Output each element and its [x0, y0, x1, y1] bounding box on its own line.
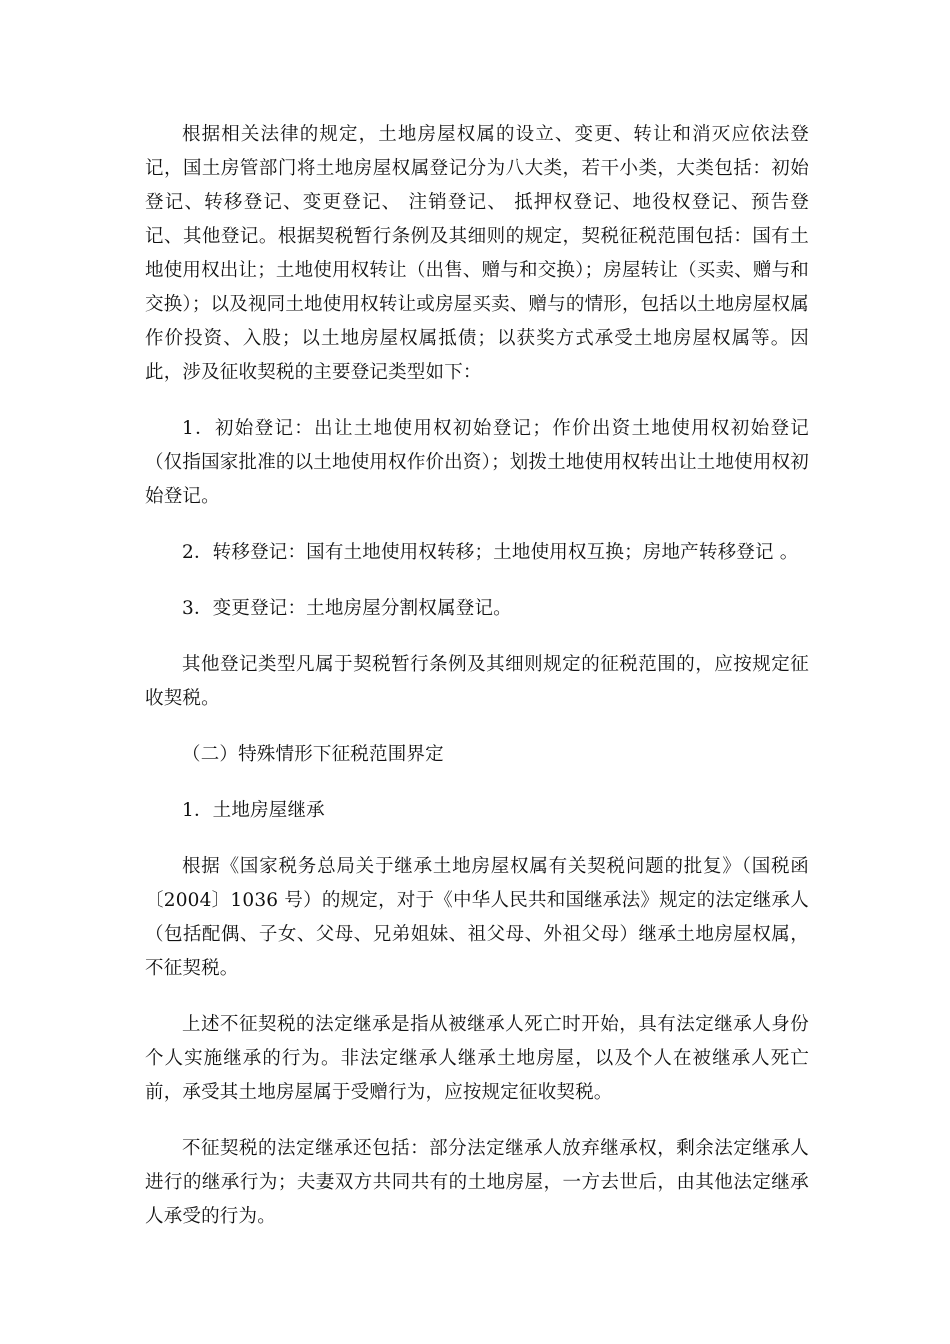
section-heading-special-cases: （二）特殊情形下征税范围界定 — [182, 744, 444, 765]
paragraph-legal-inheritance-inclusions: 不征契税的法定继承还包括：部分法定继承人放弃继承权，剩余法定继承人进行的继承行为；夫妻双方共同共有的土地房屋，一方去世后，由其他法定继承人承受的行为。 — [145, 1138, 809, 1227]
document-body — [145, 118, 809, 1256]
paragraph-registration-types: 根据相关法律的规定，土地房屋权属的设立、变更、转让和消灭应依法登记，国土房管部门将土地房屋权属登记分为八大类，若干小类，大类包括：初始登记、转移登记、变更登记、 注销登记、 抵押权登记、地役权登记、预告登记、其他登记。根据契税暂行条例及其细则的规定，契税征税范围包括：国有土地使用权出让；土地使用权转让（出售、赠与和交换）；房屋转让（买卖、赠与和交换）；以及视同土地使用权转让或房屋买卖、赠与的情形，包括以土地房屋权属作价投资、入股；以土地房屋权属抵债；以获奖方式承受土地房屋权属等。因此，涉及征收契税的主要登记类型如下： — [145, 124, 809, 383]
paragraph-transfer-registration: 2．转移登记：国有土地使用权转移；土地使用权互换；房地产转移登记 。 — [182, 542, 799, 563]
subheading-inheritance: 1．土地房屋继承 — [182, 800, 325, 821]
paragraph-initial-registration: 1．初始登记：出让土地使用权初始登记；作价出资土地使用权初始登记（仅指国家批准的以土地使用权作价出资）；划拨土地使用权转出让土地使用权初始登记。 — [145, 418, 809, 507]
paragraph-inheritance-ruling: 根据《国家税务总局关于继承土地房屋权属有关契税问题的批复》（国税函〔2004〕1036 号）的规定，对于《中华人民共和国继承法》规定的法定继承人（包括配偶、子女、父母、兄弟姐妹、祖父母、外祖父母）继承土地房屋权属，不征契税。 — [145, 856, 809, 979]
paragraph-legal-inheritance-definition: 上述不征契税的法定继承是指从被继承人死亡时开始，具有法定继承人身份个人实施继承的行为。非法定继承人继承土地房屋，以及个人在被继承人死亡前，承受其土地房屋属于受赠行为，应按规定征收契税。 — [145, 1014, 809, 1103]
paragraph-change-registration: 3．变更登记：土地房屋分割权属登记。 — [182, 598, 512, 619]
paragraph-other-registration: 其他登记类型凡属于契税暂行条例及其细则规定的征税范围的，应按规定征收契税。 — [145, 654, 809, 709]
